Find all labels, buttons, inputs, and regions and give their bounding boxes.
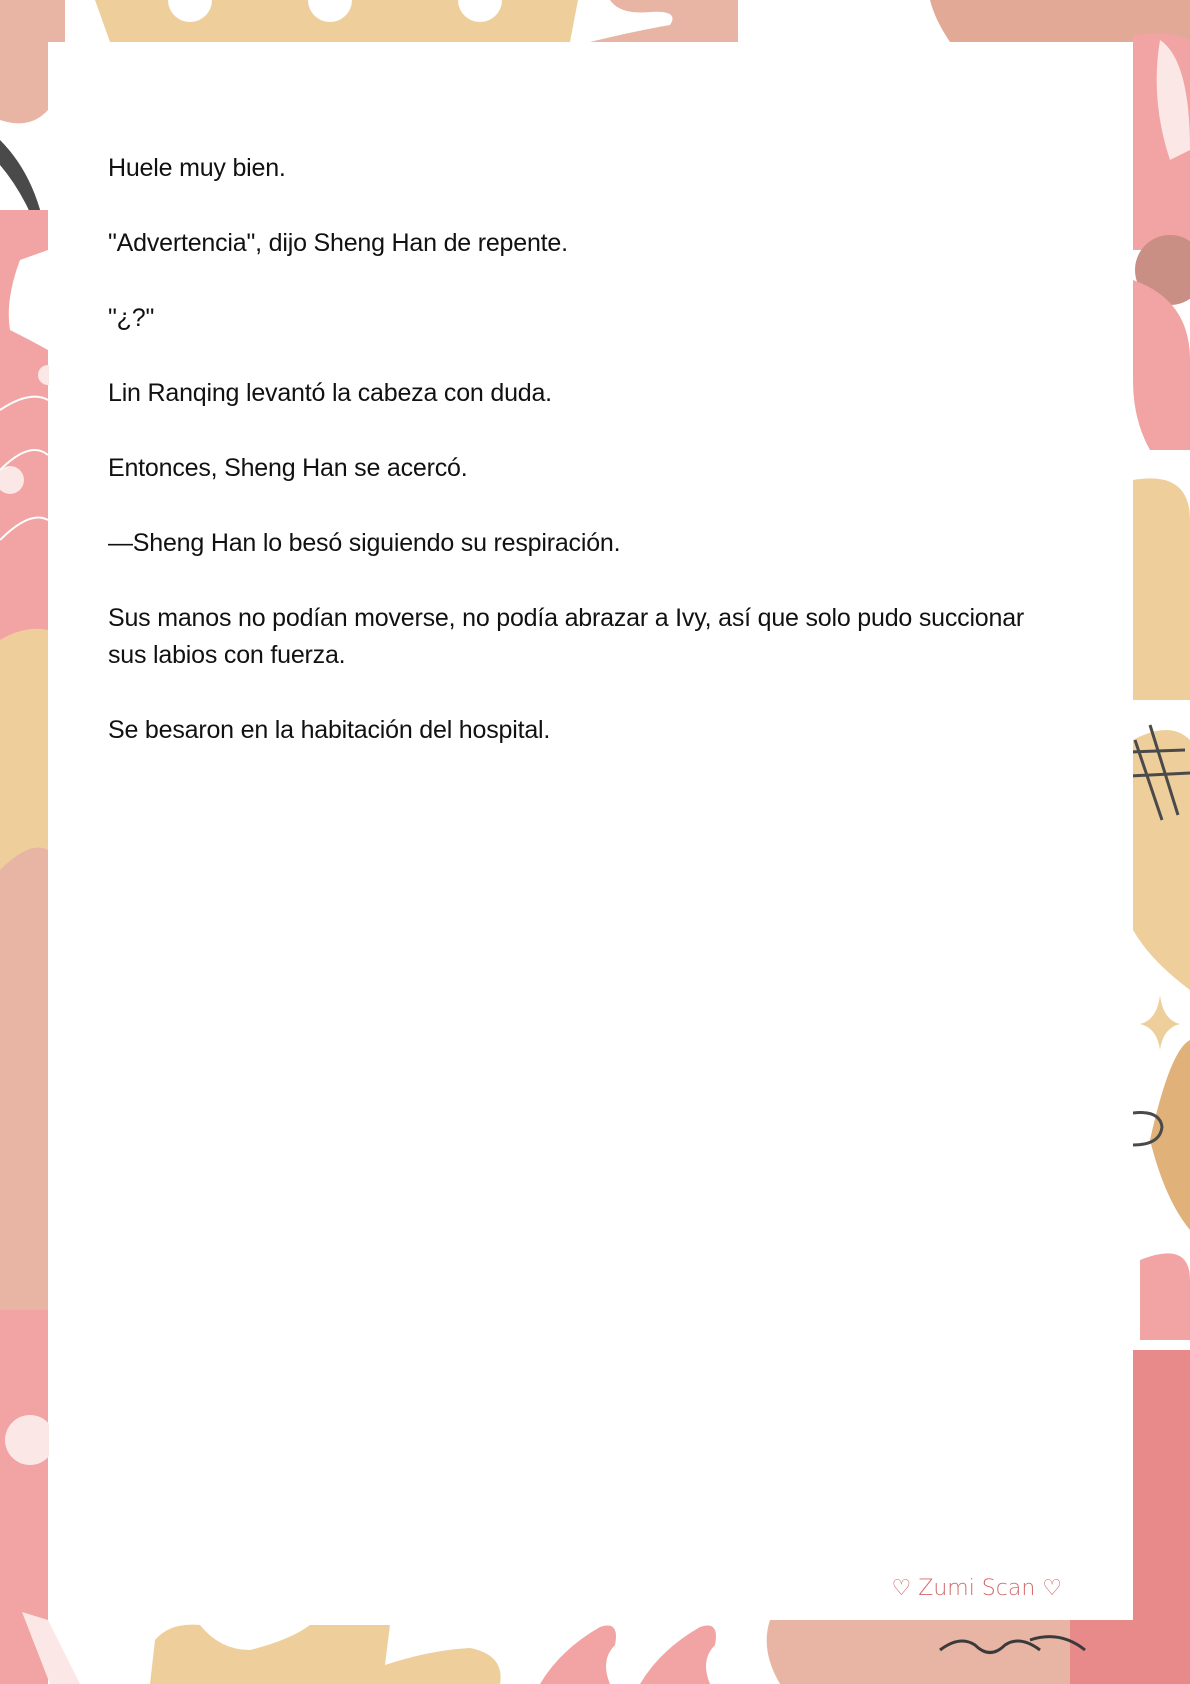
paragraph: Se besaron en la habitación del hospital. (108, 716, 551, 744)
paragraph: "¿?" (108, 304, 155, 332)
paragraph: Sus manos no podían moverse, no podía abrazar a Ivy, así que solo pudo succionar sus labios con fuerza. (108, 604, 1025, 669)
paragraph: Lin Ranqing levantó la cabeza con duda. (108, 379, 552, 407)
paragraph: Entonces, Sheng Han se acercó. (108, 454, 468, 482)
paragraph: —Sheng Han lo besó siguiendo su respiración. (108, 529, 621, 557)
document-body (108, 150, 1068, 787)
watermark-text: ♡ Zumi Scan ♡ (891, 1576, 1062, 1601)
document-page (49, 42, 1133, 1620)
paragraph: "Advertencia", dijo Sheng Han de repente. (108, 229, 568, 257)
paragraph: Huele muy bien. (108, 154, 286, 182)
